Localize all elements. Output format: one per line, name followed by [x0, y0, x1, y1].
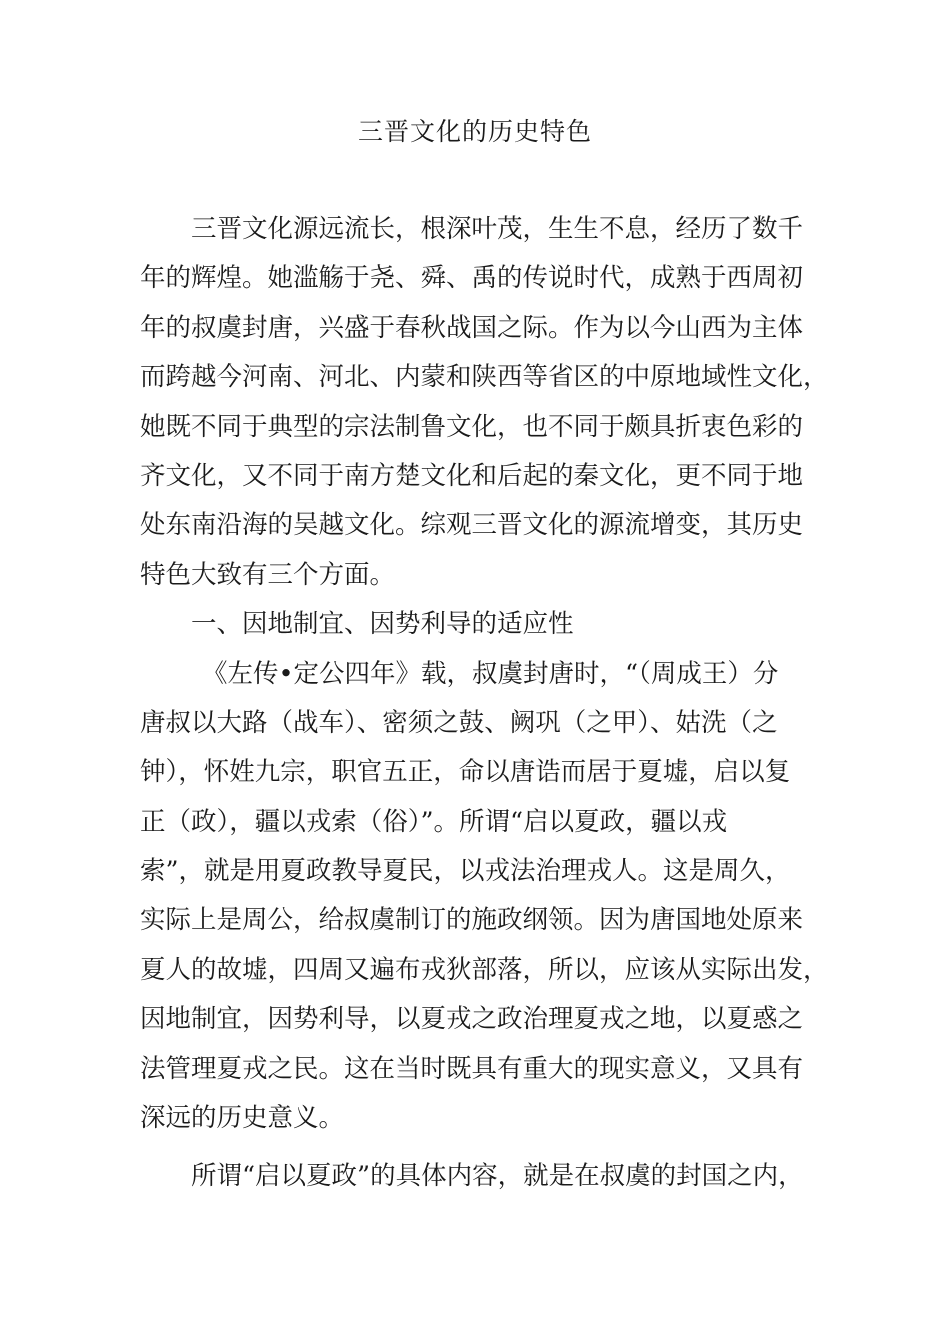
paragraph-line: 因地制宜，因势利导，以夏戎之政治理夏戎之地，以夏惑之: [140, 1004, 804, 1035]
paragraph-line: 三晋文化源远流长，根深叶茂，生生不息，经历了数千: [191, 214, 804, 244]
paragraph-line: 实际上是周公，给叔虞制订的施政纲领。因为唐国地处原来: [140, 905, 804, 936]
paragraph-line: 索”，就是用夏政教导夏民，以戎法治理戎人。这是周久，: [140, 856, 791, 887]
paragraph-line: 所谓“启以夏政”的具体内容，就是在叔虞的封国之内，: [191, 1161, 804, 1192]
paragraph-line: 处东南沿海的吴越文化。综观三晋文化的源流增变，其历史: [140, 510, 804, 541]
paragraph-line: 《左传•定公四年》载，叔虞封唐时，“（周成王）分: [202, 658, 779, 689]
paragraph-gap: [140, 1143, 816, 1152]
paragraph-line: 特色大致有三个方面。: [140, 559, 396, 590]
paragraph-line: 法管理夏戎之民。这在当时既具有重大的现实意义，又具有: [140, 1053, 804, 1084]
document-title: 三晋文化的历史特色: [357, 117, 592, 146]
paragraph-line: 正（政），疆以戎索（俗）”。所谓“启以夏政，疆以戎: [140, 806, 728, 837]
paragraph-line: 她既不同于典型的宗法制鲁文化，也不同于颇具折衷色彩的: [140, 411, 804, 442]
paragraph-line: 年的辉煌。她滥觞于尧、舜、禹的传说时代，成熟于西周初: [140, 263, 804, 294]
paragraph-line: 夏人的故墟，四周又遍布戎狄部落，所以，应该从实际出发，: [140, 954, 829, 985]
paragraph-line: 唐叔以大路（战车）、密须之鼓、阙巩（之甲）、姑洗（之: [140, 707, 778, 738]
paragraph-line: 齐文化，又不同于南方楚文化和后起的秦文化，更不同于地: [140, 460, 804, 491]
paragraph-line: 深远的历史意义。: [140, 1103, 345, 1134]
paragraph-line: 而跨越今河南、河北、内蒙和陕西等省区的中原地域性文化，: [140, 362, 829, 393]
paragraph-line: 钟），怀姓九宗，职官五正，命以唐诰而居于夏墟，启以复: [140, 757, 791, 788]
section-heading: 一、因地制宜、因势利导的适应性: [191, 609, 574, 640]
paragraph-line: 年的叔虞封唐，兴盛于春秋战国之际。作为以今山西为主体: [140, 312, 804, 343]
document-body: [140, 205, 829, 1202]
